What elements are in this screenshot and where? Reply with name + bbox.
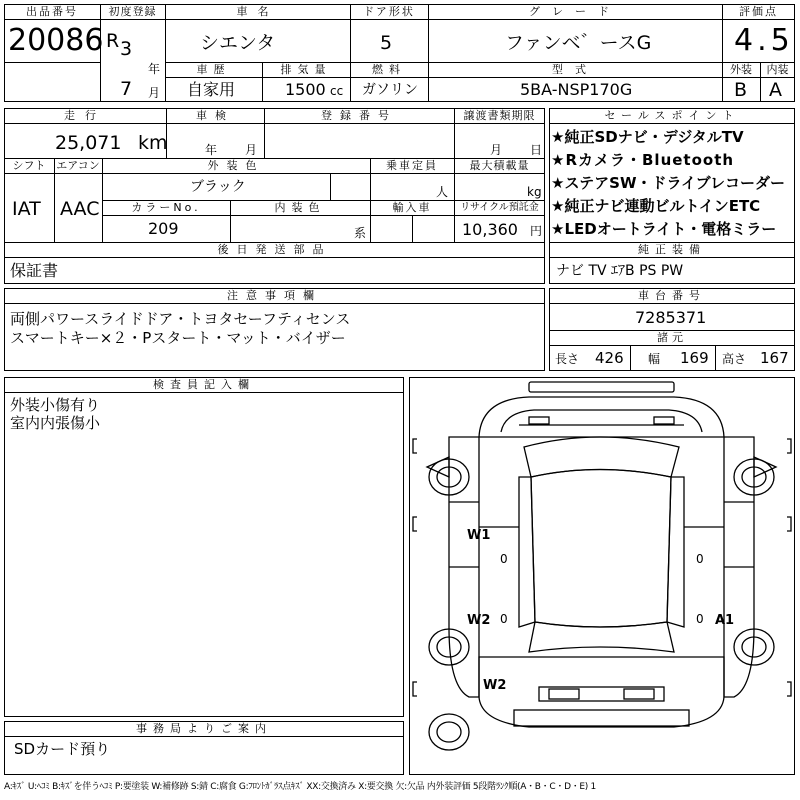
model-label: 型式 — [552, 63, 598, 76]
registration-month-unit: 月 — [148, 86, 161, 100]
max-load-unit: kg — [527, 185, 542, 199]
history-label: 車歴 — [196, 63, 231, 76]
exterior-grade-label: 外装 — [730, 63, 752, 76]
exterior-color: ブラック — [190, 179, 246, 195]
equipment: ナビ TV ｴｱB PS PW — [556, 263, 684, 279]
rear-bumper-outline — [514, 710, 689, 726]
office-label: 事務局よりご案内 — [136, 722, 272, 735]
later-parts: 保証書 — [10, 261, 59, 280]
fuel-label: 燃料 — [372, 63, 406, 76]
transfer-day-unit: 日 — [530, 143, 543, 157]
import-label: 輸入車 — [392, 201, 432, 214]
first-registration-label: 初度登録 — [108, 5, 157, 18]
sales-point-item: ★純正ナビ連動ビルトインETC — [551, 197, 761, 215]
front-bumper-outline — [529, 382, 674, 392]
registration-year: 3 — [120, 38, 133, 60]
legend: A:ｷｽﾞ U:ﾍｺﾐ B:ｷｽﾞを伴うﾍｺﾐ P:要塗装 W:補修跡 S:錆 C:腐食 G:ﾌﾛﾝﾄｶﾞﾗｽ点ｷｽﾞ XX:交換済み X:要交換 欠:欠品 内外装評価 5段階ﾗﾝｸ順(A・B・C・D・E) 1 — [4, 782, 596, 792]
sales-points-label: セールスポイント — [604, 109, 740, 122]
interior-grade: A — [769, 79, 782, 101]
spare-tire — [429, 714, 469, 750]
inspector-line: 外装小傷有り — [10, 396, 101, 414]
interior-grade-label: 内装 — [766, 63, 789, 76]
damage-mark: W2 — [483, 678, 507, 693]
height: 167 — [760, 349, 789, 367]
damage-mark: W1 — [467, 528, 491, 543]
registration-year-unit: 年 — [148, 62, 161, 76]
damage-mark: W2 — [467, 613, 491, 628]
later-parts-label: 後日発送部品 — [217, 243, 332, 256]
inspector-line: 室内内張傷小 — [10, 414, 101, 432]
tire-value: 0 — [500, 612, 508, 626]
equipment-label: 純正装備 — [638, 243, 706, 256]
chassis-number: 7285371 — [635, 308, 707, 327]
sales-point-item: ★LEDオートライト・電格ミラー — [551, 220, 777, 238]
sales-point-item: ★純正SDナビ・デジタルTV — [551, 128, 744, 146]
registration-month: 7 — [120, 78, 133, 100]
capacity-label: 乗車定員 — [386, 159, 438, 172]
length-label: 長さ — [555, 352, 580, 366]
roof-outline — [531, 470, 671, 628]
car-diagram — [409, 377, 795, 775]
max-load-label: 最大積載量 — [469, 159, 530, 172]
car-name: シエンタ — [200, 32, 276, 54]
recycle-unit: 円 — [530, 224, 543, 238]
inspection-month-unit: 月 — [245, 143, 258, 157]
grade: ファンベ゛ースG — [505, 32, 652, 54]
width: 169 — [680, 349, 709, 367]
plate-label: 登録番号 — [321, 109, 397, 122]
height-label: 高さ — [722, 352, 747, 366]
mileage-unit: km — [138, 132, 168, 154]
interior-color-unit: 系 — [354, 226, 367, 240]
notes-line: 両側パワースライドドア・トヨタセーフティセンス — [10, 310, 351, 328]
rear-outline — [479, 657, 724, 727]
specs-label: 諸元 — [657, 331, 687, 344]
ac-label: エアコン — [56, 159, 100, 172]
inspector-label: 検査員記入欄 — [153, 378, 255, 391]
sales-point-item: ★Rカメラ・Bluetooth — [551, 151, 735, 169]
mileage: 25,071 — [55, 132, 122, 154]
notes-label: 注意事項欄 — [227, 289, 322, 302]
ac: AAC — [60, 198, 100, 220]
registration-era: R — [106, 30, 120, 52]
grade-label: グレード — [529, 5, 621, 18]
tire-value: 0 — [500, 552, 508, 566]
rear-window-outline — [529, 622, 674, 652]
displacement-label: 排気量 — [280, 63, 332, 76]
displacement: 1500 — [285, 80, 326, 99]
sales-point-item: ★ステアSW・ドライブレコーダー — [551, 174, 785, 192]
exterior-grade: B — [734, 79, 748, 101]
tire-value: 0 — [696, 552, 704, 566]
score-label: 評価点 — [739, 5, 778, 18]
exterior-color-label: 外装色 — [207, 159, 265, 172]
recycle-fee: 10,360 — [462, 220, 518, 239]
chassis-label: 車台番号 — [638, 289, 706, 302]
color-number-label: カラーNo. — [131, 201, 201, 214]
mileage-label: 走行 — [64, 109, 106, 122]
car-name-label: 車名 — [236, 5, 279, 18]
windshield-outline — [524, 437, 679, 477]
fuel: ガソリン — [362, 82, 418, 98]
car-history: 自家用 — [187, 80, 236, 99]
front-outline — [479, 397, 724, 437]
transfer-month-unit: 月 — [490, 143, 503, 157]
score: 4.5 — [734, 23, 794, 58]
door-label: ドア形状 — [363, 5, 415, 18]
displacement-unit: cc — [330, 84, 344, 98]
shift-label: シフト — [12, 159, 46, 172]
inspection-year-unit: 年 — [205, 143, 218, 157]
lot-number: 20086 — [8, 23, 104, 58]
notes-line: スマートキー×２・Pスタート・マット・バイザー — [10, 329, 346, 347]
capacity-unit: 人 — [436, 185, 449, 199]
length: 426 — [595, 349, 624, 367]
office-note: SDカード預り — [14, 740, 111, 758]
interior-color-label: 内装色 — [274, 201, 326, 214]
tire-value: 0 — [696, 612, 704, 626]
lot-number-label: 出品番号 — [26, 5, 78, 18]
damage-mark: A1 — [715, 613, 735, 628]
inspection-label: 車検 — [196, 109, 234, 122]
shift: IAT — [12, 198, 41, 220]
color-number: 209 — [148, 219, 179, 238]
width-label: 幅 — [648, 352, 661, 366]
recycle-label: リサイクル預託金 — [460, 202, 539, 213]
door-count: 5 — [380, 32, 393, 54]
transfer-deadline-label: 譲渡書類期限 — [463, 109, 536, 122]
model-code: 5BA-NSP170G — [520, 80, 633, 99]
